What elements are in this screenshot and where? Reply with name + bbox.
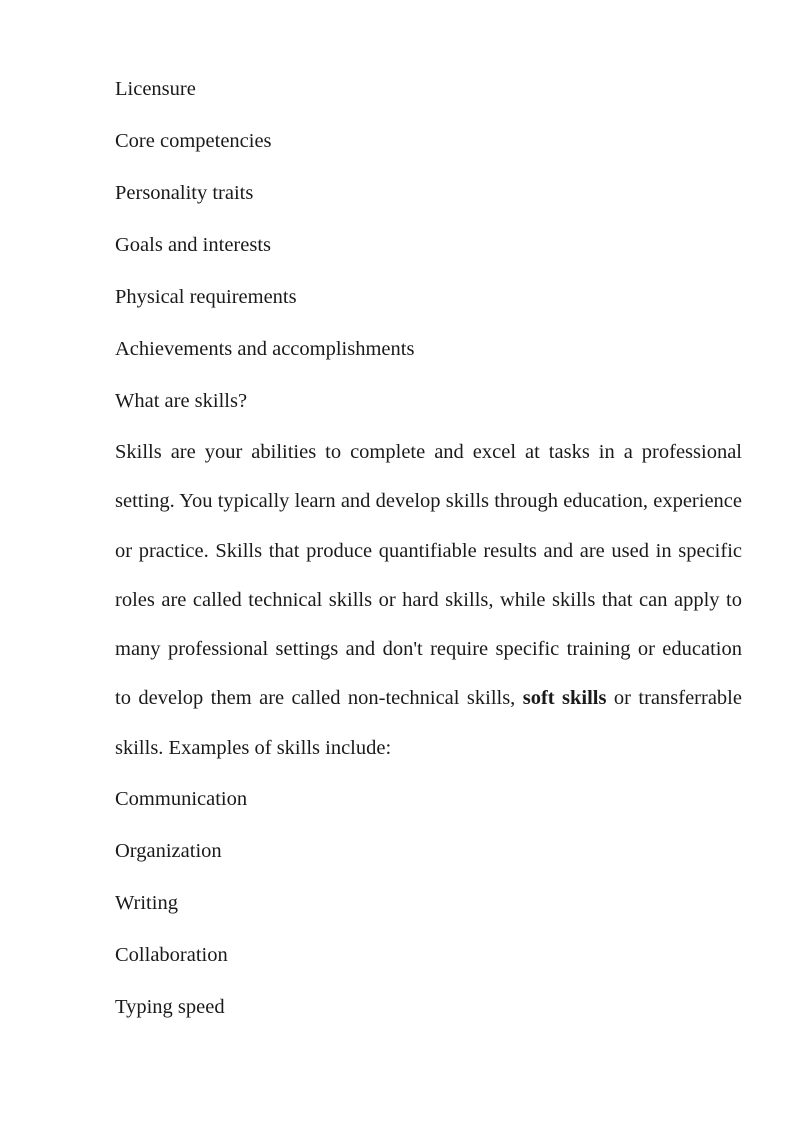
list-item: Achievements and accomplishments — [115, 338, 415, 360]
paragraph-text-before: Skills are your abilities to complete and excel at tasks in a professional setting. You typically learn and develop skills through education, experience or practice. Skills that produce quantifiable results and are used in specific roles are called technical skills or hard skills, while skills that can apply to many professional settings and don't require specific training or education to develop them are called non-technical skills, — [115, 441, 742, 710]
body-paragraph — [115, 428, 742, 773]
list-item: Licensure — [115, 78, 196, 100]
top-item-list — [115, 76, 742, 362]
list-item: Collaboration — [115, 944, 228, 967]
list-item: Physical requirements — [115, 286, 297, 308]
list-item: Writing — [115, 892, 178, 915]
list-item: Typing speed — [115, 996, 225, 1019]
list-item: Organization — [115, 840, 222, 863]
paragraph-text-after: or transferrable skills. Examples of skills include: — [115, 687, 742, 759]
list-item: Communication — [115, 788, 248, 811]
paragraph-bold-term: soft skills — [522, 687, 607, 710]
list-item: Core competencies — [115, 130, 272, 152]
examples-list — [115, 786, 742, 1020]
list-item: Goals and interests — [115, 234, 271, 256]
list-item: Personality traits — [115, 182, 254, 204]
section-heading: What are skills? — [115, 390, 248, 412]
